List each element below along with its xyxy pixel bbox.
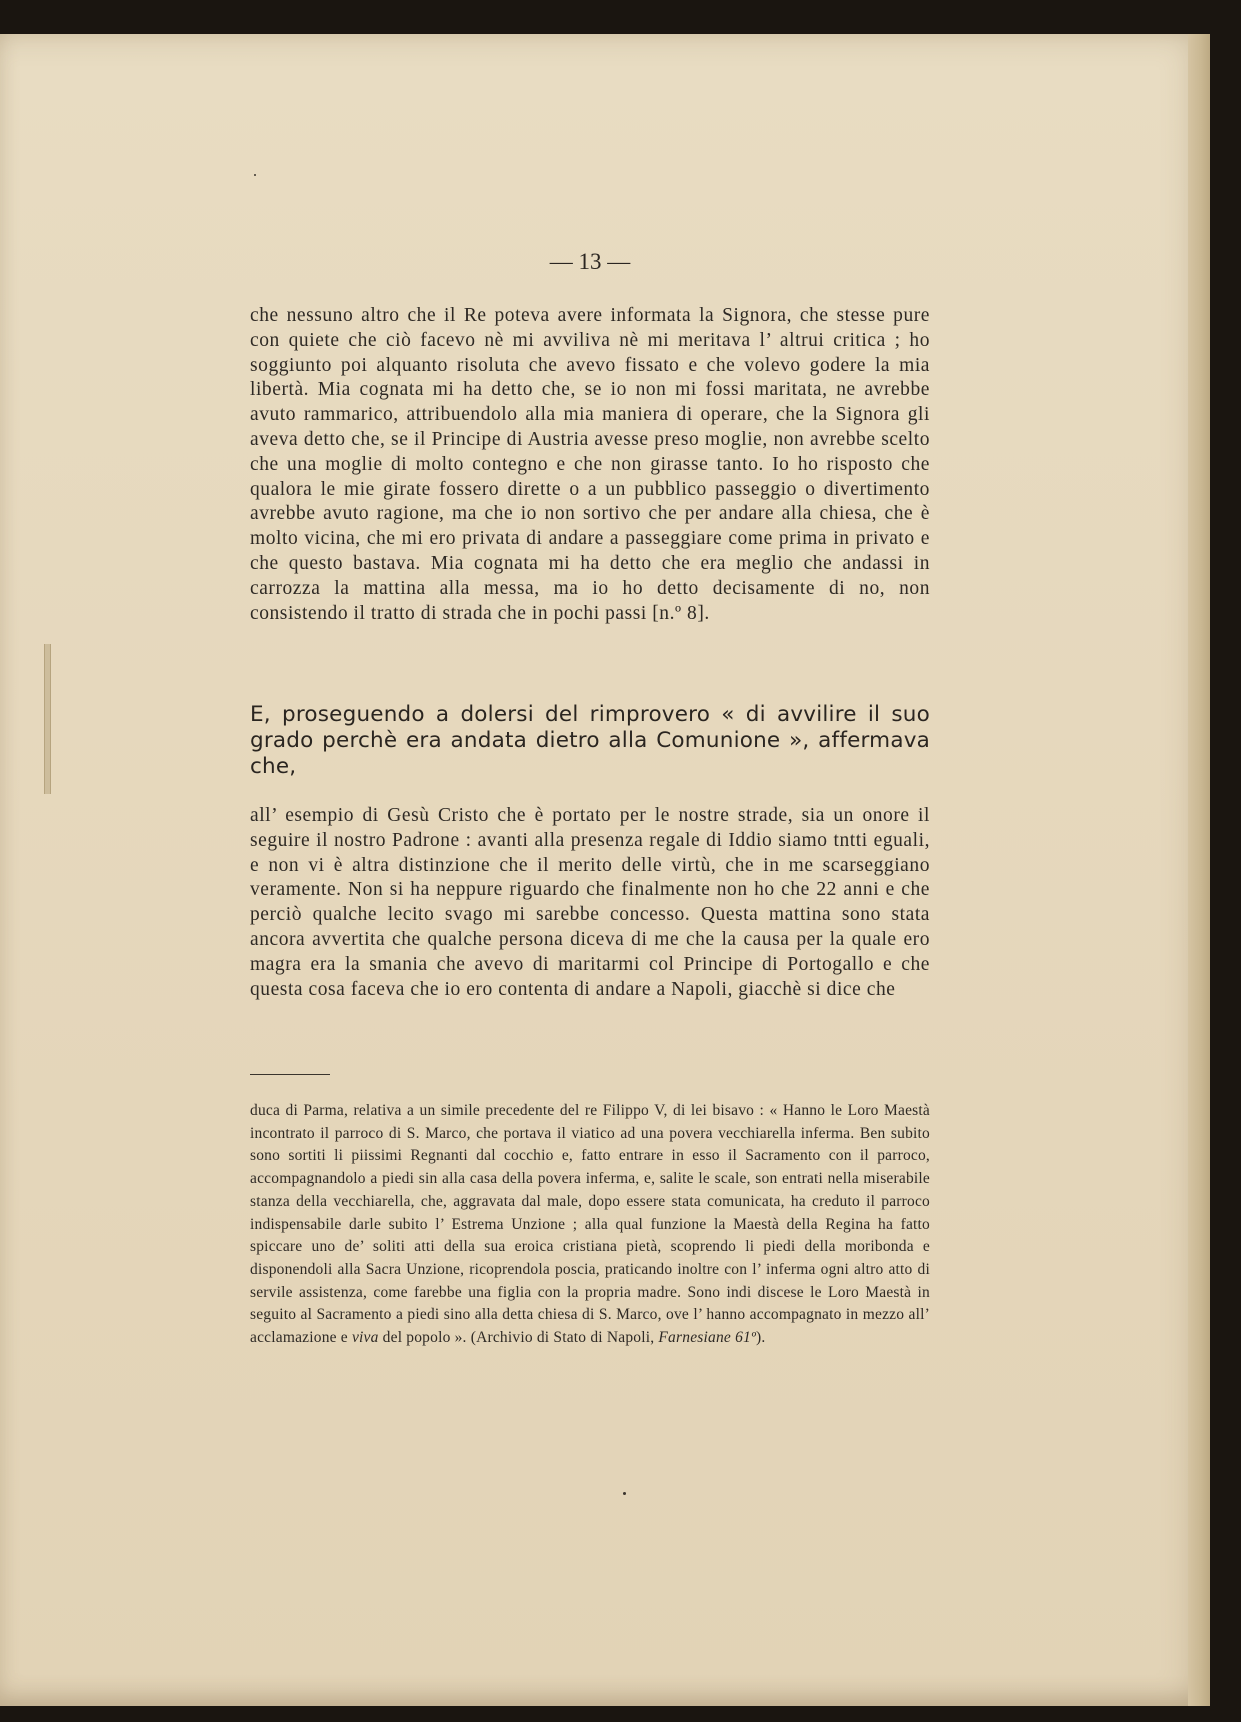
footnote-italic-source: Farnesiane 61º	[658, 1329, 756, 1347]
paper-speck	[623, 1492, 626, 1495]
footnote-italic-viva: viva	[351, 1329, 379, 1347]
footnote-text-3: ).	[755, 1329, 766, 1347]
body-paragraph-2: all’ esempio di Gesù Cristo che è portato per le nostre strade, sia un onore il seguire il nostro Padrone : avanti alla presenza regale di Iddio siamo tntti eguali, e non vi è altra distinzione che il merito delle virtù, che in me scarseggiano veramente. Non si ha neppure riguardo che finalmente non ho che 22 anni e che perciò qualche lecito svago mi sarebbe concesso. Questa mattina sono stata ancora avvertita che qualche persona diceva di me che la causa per la quale ero magra era la smania che avevo di maritarmi col Principe di Portogallo e che questa cosa faceva che io ero contenta di andare a Napoli, giacchè si dice che	[250, 805, 930, 1000]
body-paragraph-1: che nessuno altro che il Re poteva avere informata la Signora, che stesse pure con quiete che ciò facevo nè mi avviliva nè mi meritava l’ altrui critica ; ho soggiunto poi alquanto risoluta che avevo fissato e che volevo godere la mia libertà. Mia cognata mi ha detto che, se io non mi fossi maritata, ne avrebbe avuto rammarico, attribuendolo alla mia maniera di operare, che la Signora gli aveva detto che, se il Principe di Austria avesse preso moglie, non avrebbe scelto che una moglie di molto contegno e che non girasse tanto. Io ho risposto che qualora le mie girate fossero dirette o a un pubblico passeggio o divertimento avrebbe avuto ragione, ma che io non sortivo che per andare alla chiesa, che è molto vicina, che mi ero privata di andare a passeggiare come prima in privato e che questo bastava. Mia cognata mi ha detto che era meglio che andassi in carrozza la mattina alla messa, ma io ho detto decisamente di no, non consistendo il tratto di strada che in pochi passi [n.º 8].	[250, 305, 930, 624]
lead-paragraph: E, proseguendo a dolersi del rimprovero « di avvilire il suo grado perchè era andata dietro alla Comunione », affermava che,	[250, 702, 930, 779]
page-number: — 13 —	[549, 249, 631, 274]
binding-thread	[44, 644, 51, 794]
footnote	[250, 1100, 930, 1350]
footnote-text-2: del popolo ». (Archivio di Stato di Napoli,	[378, 1329, 659, 1347]
book-page	[0, 34, 1210, 1706]
footnote-text: duca di Parma, relativa a un simile precedente del re Filippo V, di lei bisavo : « Hanno le Loro Maestà incontrato il parroco di S. Marco, che portava il viatico ad una povera vecchiarella inferma. Ben subito sono sortiti li piissimi Regnanti dal cocchio e, fatto entrare in esso il Sacramento con il parroco, accompagnandolo a piedi sin alla casa della povera inferma, e, salite le scale, son entrati nella miserabile stanza della vecchiarella, che, aggravata dal male, dopo essere stata comunicata, ha creduto il parroco indispensabile darle subito l’ Estrema Unzione ; alla qual funzione la Maestà della Regina ha fatto spiccare uno de’ soliti atti della sua eroica cristiana pietà, scoprendo li piedi della moribonda e disponendoli alla Sacra Unzione, ricoprendola poscia, praticando inoltre con l’ inferma ogni altro atto di servile assistenza, come farebbe una figlia con la propria madre. Sono indi discese le Loro Maestà in seguito al Sacramento a piedi sino alla detta chiesa di S. Marco, ove l’ hanno accompagnato in mezzo all’ acclamazione e	[250, 1102, 930, 1347]
paper-speck	[254, 174, 256, 176]
footnote-separator	[250, 1074, 330, 1075]
page-edge	[1188, 34, 1210, 1706]
